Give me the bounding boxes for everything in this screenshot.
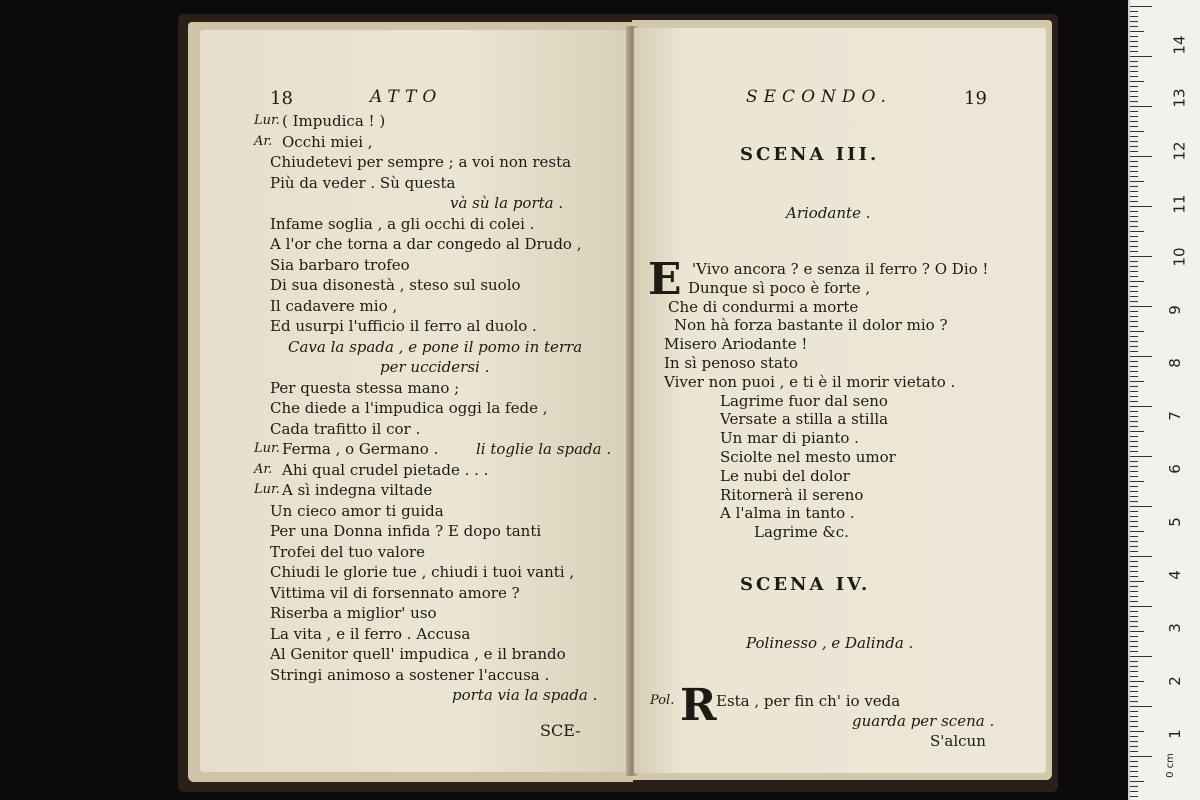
ruler-tick [1130,266,1138,267]
ruler-tick [1130,416,1138,417]
ruler-tick [1130,751,1138,752]
text-line: Riserba a miglior' uso [270,604,437,622]
ruler-tick [1130,16,1138,17]
text-line: Chiudetevi per sempre ; a voi non resta [270,153,572,171]
ruler-tick [1130,421,1138,422]
page-number: 19 [964,88,987,109]
text-line: Dunque sì poco è forte , [688,278,871,297]
ruler-tick [1130,531,1144,532]
ruler-tick [1130,376,1138,377]
ruler-tick [1130,586,1138,587]
text-line: Trofei del tuo valore [270,542,426,561]
drop-cap: E [648,254,682,305]
ruler-tick [1130,276,1138,277]
ruler-number: 2 [1165,676,1184,686]
ruler-tick [1130,36,1138,37]
ruler-tick [1130,231,1144,232]
ruler-number: 7 [1165,411,1184,421]
ruler-tick [1130,386,1138,387]
ruler-tick [1130,116,1138,117]
ruler-tick [1130,711,1138,712]
ruler-tick [1130,441,1138,442]
ruler-tick [1130,771,1138,772]
speaker-label: Lur. [254,482,280,497]
ruler-tick [1130,251,1138,252]
ruler-tick [1130,601,1138,602]
catchword: S'alcun [930,732,986,750]
text-line: Per questa stessa mano ; [270,378,460,397]
text-line: Esta , per fin ch' io veda [716,692,901,710]
scene-character: Ariodante . [786,204,871,222]
ruler-tick [1130,206,1152,207]
scene-title: SCENA III. [740,144,880,165]
text-line: Ferma , o Germano . [282,440,439,458]
ruler-tick [1130,331,1144,332]
ruler-tick [1130,796,1138,797]
ruler-number: 10 [1170,247,1189,267]
ruler-tick [1130,406,1152,407]
ruler-tick [1130,341,1138,342]
ruler-tick [1130,96,1138,97]
ruler-tick [1130,56,1152,57]
ruler-number: 14 [1170,35,1189,55]
ruler-tick [1130,86,1138,87]
ruler-tick [1130,321,1138,322]
text-line: Per una Donna infida ? E dopo tanti [270,522,542,540]
ruler-tick [1130,311,1138,312]
ruler-tick [1130,26,1138,27]
text-line: Chiudi le glorie tue , chiudi i tuoi vanti , [270,563,575,581]
ruler-unit: 0 cm [1164,753,1176,778]
drop-cap: R [680,680,717,731]
text-line: Lagrime fuor dal seno [720,391,888,410]
ruler-tick [1130,746,1138,747]
text-line: Versate a stilla a stilla [720,410,889,429]
ruler-tick [1130,551,1138,552]
ruler-tick [1130,501,1138,502]
ruler-tick [1130,91,1138,92]
speaker-label: Pol. [650,693,675,708]
ruler-tick [1130,676,1138,677]
ruler-tick [1130,81,1144,82]
ruler-tick [1130,561,1138,562]
text-line: Sciolte nel mesto umor [720,448,896,466]
text-line: In sì penoso stato [664,354,799,372]
ruler-tick [1130,236,1138,237]
stage-direction: porta via la spada . [452,686,598,704]
text-line: Stringi animoso a sostener l'accusa . [270,665,550,684]
ruler-tick [1130,516,1138,517]
text-line: Ritornerà il sereno [720,485,864,504]
text-line: Sia barbaro trofeo [270,255,410,274]
ruler-tick [1130,696,1138,697]
ruler-tick [1130,286,1138,287]
ruler-tick [1130,631,1144,632]
ruler-tick [1130,426,1138,427]
ruler-tick [1130,226,1138,227]
ruler-tick [1130,156,1152,157]
ruler-tick [1130,691,1138,692]
text-line: Il cadavere mio , [270,296,398,315]
speaker-label: Lur. [254,441,280,456]
text-line: Cada trafitto il cor . [270,419,421,438]
ruler-tick [1130,11,1138,12]
ruler-tick [1130,221,1138,222]
ruler-tick [1130,51,1138,52]
ruler-tick [1130,566,1138,567]
ruler-number: 1 [1165,729,1184,739]
ruler-tick [1130,636,1138,637]
running-header: ATTO [370,87,443,107]
ruler-tick [1130,646,1138,647]
right-page [634,28,1046,773]
text-line: Di sua disonestà , steso sul suolo [270,276,521,294]
ruler-tick [1130,756,1152,757]
text-line: Ahi qual crudel pietade . . . [282,460,489,479]
ruler-tick [1130,186,1138,187]
ruler-tick [1130,511,1138,512]
ruler-tick [1130,461,1138,462]
ruler-tick [1130,606,1152,607]
ruler-tick [1130,351,1138,352]
ruler-tick [1130,541,1138,542]
ruler-tick [1130,736,1138,737]
ruler-tick [1130,241,1138,242]
ruler-tick [1130,301,1138,302]
ruler-tick [1130,776,1138,777]
ruler-tick [1130,786,1138,787]
ruler-tick [1130,661,1138,662]
ruler-tick [1130,546,1138,547]
ruler-tick [1130,141,1138,142]
ruler-tick [1130,201,1138,202]
ruler-tick [1130,456,1152,457]
text-line: Non hà forza bastante il dolor mio ? [674,316,948,335]
text-line: A l'or che torna a dar congedo al Drudo , [270,235,582,253]
ruler-tick [1130,536,1138,537]
ruler-tick [1130,791,1138,792]
ruler-number: 5 [1165,517,1184,527]
ruler-tick [1130,626,1138,627]
ruler-tick [1130,616,1138,617]
ruler-tick [1130,306,1152,307]
text-line: Vittima vil di forsennato amore ? [270,583,520,602]
ruler-tick [1130,396,1138,397]
text-line: Più da veder . Sù questa [270,173,456,192]
ruler-tick [1130,576,1138,577]
ruler-tick [1130,681,1144,682]
ruler-tick [1130,191,1138,192]
ruler-tick [1130,356,1152,357]
ruler-tick [1130,101,1138,102]
text-line: Un cieco amor ti guida [270,501,444,520]
ruler-tick [1130,621,1138,622]
ruler-tick [1130,401,1138,402]
ruler-tick [1130,121,1138,122]
ruler-tick [1130,731,1144,732]
ruler-tick [1130,21,1138,22]
ruler-tick [1130,336,1138,337]
ruler-tick [1130,526,1138,527]
ruler-tick [1130,41,1138,42]
ruler-tick [1130,471,1138,472]
ruler-tick [1130,146,1138,147]
text-line: Che di condurmi a morte [668,297,859,316]
ruler-tick [1130,611,1138,612]
ruler-number: 8 [1165,358,1184,368]
stage-direction: per uccidersi . [380,358,490,376]
ruler-tick [1130,281,1144,282]
ruler-tick [1130,596,1138,597]
ruler-tick [1130,216,1138,217]
ruler-number: 9 [1165,305,1184,315]
ruler-number: 4 [1165,570,1184,580]
ruler-tick [1130,491,1138,492]
stage-direction: li toglie la spada . [476,440,612,458]
text-line: Occhi miei , [282,132,373,151]
ruler-number: 3 [1165,623,1184,633]
ruler-tick [1130,261,1138,262]
page-number: 18 [270,88,293,109]
ruler-tick [1130,211,1138,212]
text-line: ( Impudica ! ) [282,112,386,130]
ruler-tick [1130,361,1138,362]
ruler-number: 11 [1170,194,1189,214]
speaker-label: Ar. [254,461,273,477]
ruler-tick [1130,111,1138,112]
scene-title: SCENA IV. [740,574,871,595]
ruler-tick [1130,436,1138,437]
running-header: SECONDO. [746,87,892,107]
ruler-tick [1130,521,1138,522]
ruler-tick [1130,481,1144,482]
ruler-tick [1130,446,1138,447]
text-line: 'Vivo ancora ? e senza il ferro ? O Dio ! [692,260,989,278]
ruler-tick [1130,371,1138,372]
ruler-tick [1130,671,1138,672]
ruler-tick [1130,46,1138,47]
left-page [200,30,630,772]
ruler-tick [1130,181,1144,182]
ruler-tick [1130,31,1144,32]
ruler-tick [1130,666,1138,667]
ruler-tick [1130,466,1138,467]
text-line: Lagrime &c. [754,523,849,542]
ruler-tick [1130,326,1138,327]
ruler-tick [1130,196,1138,197]
ruler-tick [1130,451,1138,452]
ruler-number: 13 [1170,88,1189,108]
text-line: Al Genitor quell' impudica , e il brando [270,645,566,663]
ruler-tick [1130,246,1138,247]
ruler-tick [1130,291,1138,292]
ruler-tick [1130,61,1138,62]
stage-direction: và sù la porta . [450,194,564,212]
text-line: Ed usurpi l'ufficio il ferro al duolo . [270,317,537,335]
text-line: A l'alma in tanto . [720,504,855,523]
text-line: Infame soglia , a gli occhi di colei . [270,214,535,233]
ruler-tick [1130,781,1144,782]
ruler-tick [1130,721,1138,722]
ruler-tick [1130,476,1138,477]
ruler-tick [1130,716,1138,717]
text-line: Viver non puoi , e ti è il morir vietato . [664,372,956,391]
ruler-tick [1130,726,1138,727]
ruler-tick [1130,761,1138,762]
text-line: Le nubi del dolor [720,466,850,485]
ruler-tick [1130,176,1138,177]
scene-characters: Polinesso , e Dalinda . [746,634,914,652]
ruler-tick [1130,161,1138,162]
text-line: Misero Ariodante ! [664,335,808,354]
ruler-tick [1130,271,1138,272]
ruler-tick [1130,431,1144,432]
ruler-tick [1130,641,1138,642]
ruler-tick [1130,506,1152,507]
ruler-tick [1130,66,1138,67]
measuring-ruler [1128,0,1200,800]
text-line: A sì indegna viltade [282,481,433,499]
ruler-tick [1130,296,1138,297]
speaker-label: Ar. [254,133,273,149]
ruler-tick [1130,766,1138,767]
ruler-tick [1130,591,1138,592]
ruler-tick [1130,651,1138,652]
ruler-tick [1130,656,1152,657]
ruler-tick [1130,496,1138,497]
ruler-tick [1130,686,1138,687]
text-line: Un mar di pianto . [720,429,859,448]
ruler-tick [1130,346,1138,347]
text-line: La vita , e il ferro . Accusa [270,624,471,643]
ruler-tick [1130,166,1138,167]
ruler-tick [1130,556,1152,557]
ruler-tick [1130,256,1152,257]
ruler-tick [1130,136,1138,137]
ruler-tick [1130,391,1138,392]
ruler-tick [1130,381,1144,382]
ruler-tick [1130,581,1144,582]
ruler-tick [1130,131,1144,132]
ruler-tick [1130,171,1138,172]
stage-direction: Cava la spada , e pone il pomo in terra [288,337,583,356]
ruler-tick [1130,366,1138,367]
ruler-tick [1130,71,1138,72]
catchword: SCE- [540,721,581,740]
ruler-number: 12 [1170,141,1189,161]
ruler-tick [1130,701,1138,702]
ruler-tick [1130,411,1138,412]
ruler-tick [1130,151,1138,152]
ruler-tick [1130,486,1138,487]
ruler-tick [1130,741,1138,742]
text-line: Che diede a l'impudica oggi la fede , [270,399,548,417]
ruler-tick [1130,106,1152,107]
ruler-tick [1130,316,1138,317]
speaker-label: Lur. [254,113,280,128]
stage-direction: guarda per scena . [852,712,995,730]
ruler-tick [1130,6,1152,7]
ruler-tick [1130,706,1152,707]
ruler-tick [1130,571,1138,572]
ruler-number: 6 [1165,464,1184,474]
ruler-tick [1130,126,1138,127]
ruler-tick [1130,76,1138,77]
